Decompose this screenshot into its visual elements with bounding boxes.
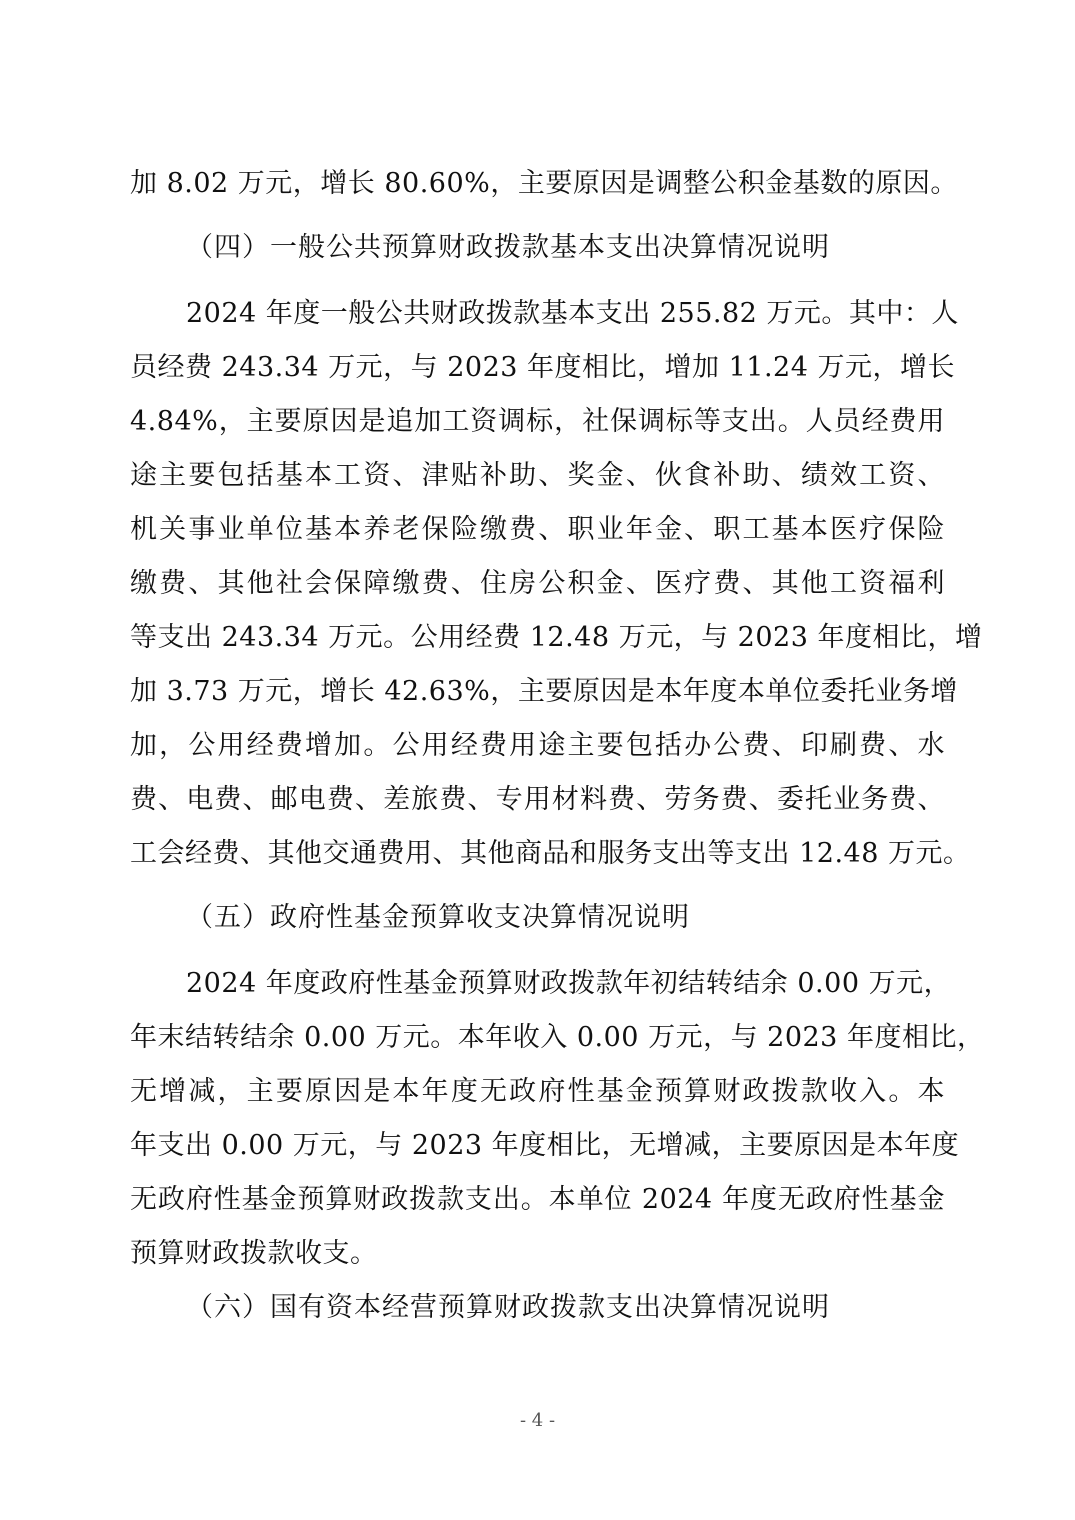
section-heading-5: （五）政府性基金预算收支决算情况说明: [186, 902, 690, 933]
paragraph-line: 加 3.73 万元，增长 42.63%，主要原因是本年度本单位委托业务增: [130, 676, 958, 707]
paragraph-line: 等支出 243.34 万元。公用经费 12.48 万元，与 2023 年度相比，增: [130, 622, 983, 653]
paragraph-line: 年末结转结余 0.00 万元。本年收入 0.00 万元，与 2023 年度相比，: [130, 1022, 985, 1053]
paragraph-line: 预算财政拨款收支。: [130, 1238, 378, 1269]
paragraph-line: 加，公用经费增加。公用经费用途主要包括办公费、印刷费、水: [130, 730, 945, 761]
paragraph-line: 员经费 243.34 万元，与 2023 年度相比，增加 11.24 万元，增长: [130, 352, 955, 383]
paragraph-line: 无增减，主要原因是本年度无政府性基金预算财政拨款收入。本: [130, 1076, 945, 1107]
paragraph-line: 机关事业单位基本养老保险缴费、职业年金、职工基本医疗保险: [130, 514, 945, 545]
paragraph-line: 费、电费、邮电费、差旅费、专用材料费、劳务费、委托业务费、: [130, 784, 945, 815]
paragraph-line: 途主要包括基本工资、津贴补助、奖金、伙食补助、绩效工资、: [130, 460, 945, 491]
section-heading-4: （四）一般公共预算财政拨款基本支出决算情况说明: [186, 232, 830, 263]
paragraph-line: 2024 年度一般公共财政拨款基本支出 255.82 万元。其中：人: [186, 298, 959, 329]
section-heading-6: （六）国有资本经营预算财政拨款支出决算情况说明: [186, 1292, 830, 1323]
paragraph-line: 缴费、其他社会保障缴费、住房公积金、医疗费、其他工资福利: [130, 568, 945, 599]
paragraph-line: 加 8.02 万元，增长 80.60%，主要原因是调整公积金基数的原因。: [130, 168, 958, 199]
paragraph-line: 4.84%，主要原因是追加工资调标，社保调标等支出。人员经费用: [130, 406, 945, 437]
page-number: - 4 -: [519, 1410, 556, 1431]
paragraph-line: 年支出 0.00 万元，与 2023 年度相比，无增减，主要原因是本年度: [130, 1130, 960, 1161]
paragraph-line: 无政府性基金预算财政拨款支出。本单位 2024 年度无政府性基金: [130, 1184, 945, 1215]
paragraph-line: 工会经费、其他交通费用、其他商品和服务支出等支出 12.48 万元。: [130, 838, 971, 869]
paragraph-line: 2024 年度政府性基金预算财政拨款年初结转结余 0.00 万元，: [186, 968, 952, 999]
